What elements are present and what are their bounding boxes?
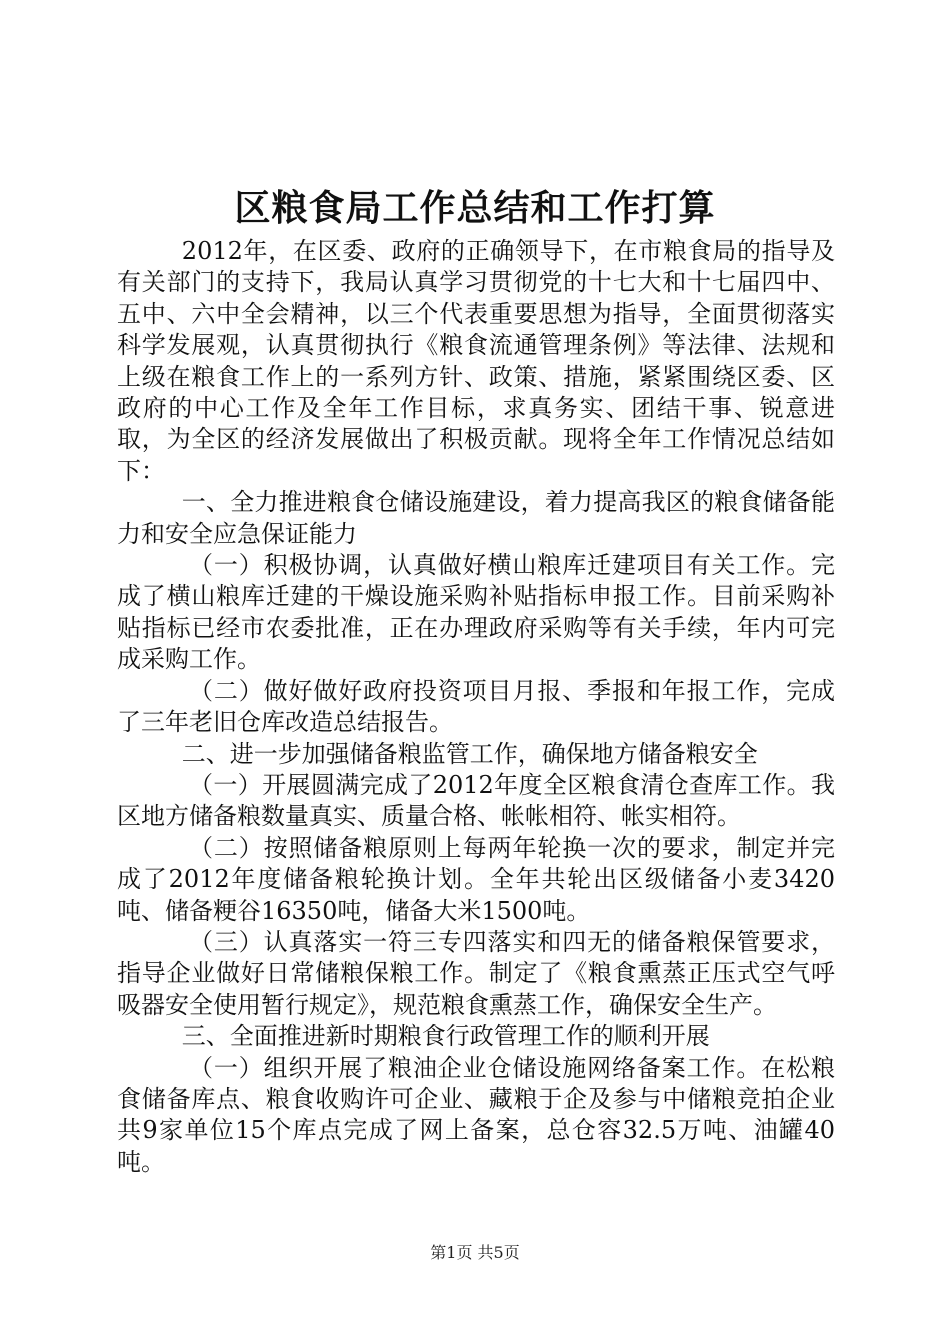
intro-paragraph: 2012年，在区委、政府的正确领导下，在市粮食局的指导及有关部门的支持下，我局认真学习贯彻党的十七大和十七届四中、五中、六中全会精神，以三个代表重要思想为指导，全面贯彻落实科学发展观，认真贯彻执行《粮食流通管理条例》等法律、法规和上级在粮食工作上的一系列方针、政策、措施，紧紧围绕区委、区政府的中心工作及全年工作目标，求真务实、团结干事、锐意进取，为全区的经济发展做出了积极贡献。现将全年工作情况总结如下： (117, 237, 835, 485)
document-title: 区粮食局工作总结和工作打算 (234, 187, 716, 229)
section-heading-1: 一、全力推进粮食仓储设施建设，着力提高我区的粮食储备能力和安全应急保证能力 (117, 488, 835, 548)
section-heading-3: 三、全面推进新时期粮食行政管理工作的顺利开展 (181, 1022, 710, 1051)
document-body (117, 236, 835, 1178)
section-3-item-1: （一）组织开展了粮油企业仓储设施网络备案工作。在松粮食储备库点、粮食收购许可企业、藏粮于企及参与中储粮竞拍企业共9家单位15个库点完成了网上备案，总仓容32.5万吨、油罐40吨。 (117, 1053, 835, 1176)
section-1-item-2: （二）做好做好政府投资项目月报、季报和年报工作，完成了三年老旧仓库改造总结报告。 (117, 676, 835, 737)
section-heading-2: 二、进一步加强储备粮监管工作，确保地方储备粮安全 (181, 739, 758, 768)
section-1-item-1: （一）积极协调，认真做好横山粮库迁建项目有关工作。完成了横山粮库迁建的干燥设施采购补贴指标申报工作。目前采购补贴指标已经市农委批准，正在办理政府采购等有关手续，年内可完成采购工作。 (117, 551, 835, 674)
section-2-item-1: （一）开展圆满完成了2012年度全区粮食清仓查库工作。我区地方储备粮数量真实、质量合格、帐帐相符、帐实相符。 (117, 770, 835, 831)
page-footer: 第1页 共5页 (430, 1243, 520, 1262)
section-2-item-3: （三）认真落实一符三专四落实和四无的储备粮保管要求，指导企业做好日常储粮保粮工作。制定了《粮食熏蒸正压式空气呼吸器安全使用暂行规定》，规范粮食熏蒸工作，确保安全生产。 (117, 927, 835, 1019)
section-2-item-2: （二）按照储备粮原则上每两年轮换一次的要求，制定并完成了2012年度储备粮轮换计划。全年共轮出区级储备小麦3420吨、储备粳谷16350吨，储备大米1500吨。 (117, 833, 835, 925)
